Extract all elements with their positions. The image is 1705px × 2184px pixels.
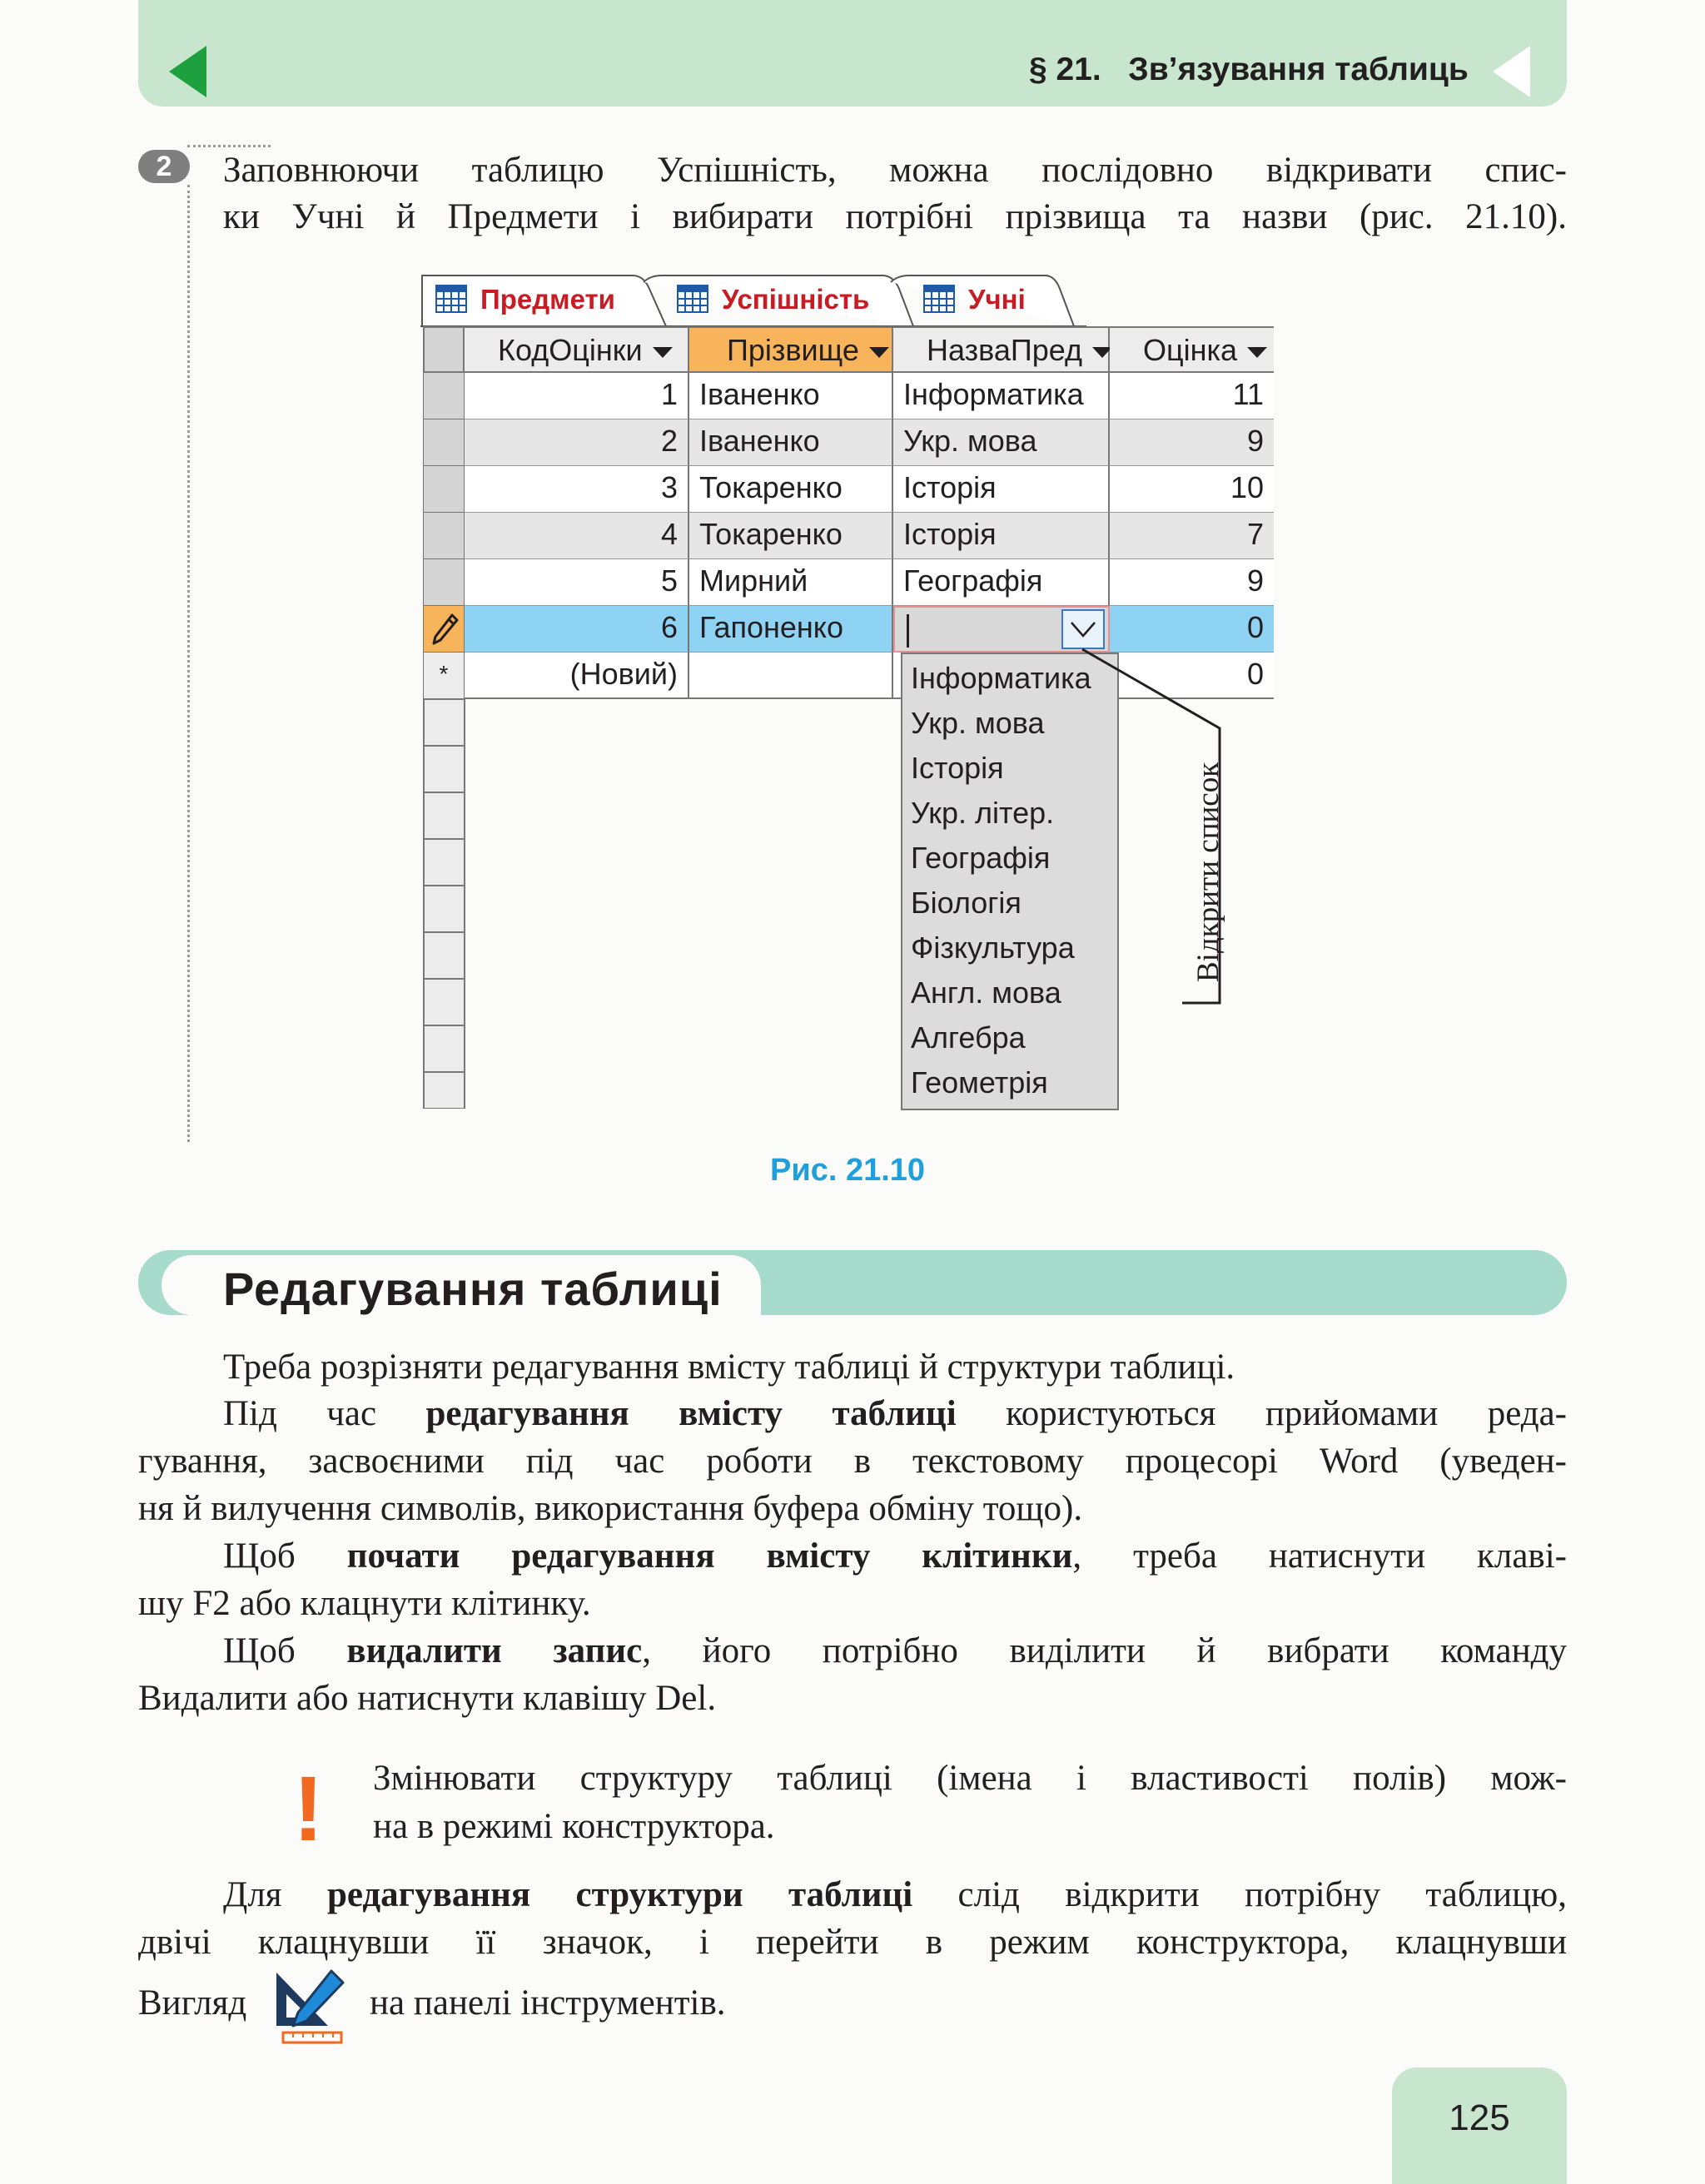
row-selector-editing[interactable] (423, 606, 465, 653)
cell-code[interactable]: 1 (465, 373, 689, 419)
column-header-mark[interactable] (1110, 326, 1274, 373)
dropdown-item[interactable]: Укр. літер. (911, 796, 1055, 830)
cell-mark[interactable]: 0 (1110, 606, 1274, 653)
cell-mark[interactable]: 9 (1110, 419, 1274, 466)
text-run: Щоб (223, 1631, 347, 1670)
cell-subject[interactable]: Історія (893, 513, 1110, 559)
cell-subject[interactable]: Інформатика (893, 373, 1110, 419)
text-cursor (907, 614, 909, 648)
text-run: , його потрібно виділити й вибрати команду (642, 1631, 1567, 1670)
cell-code-new[interactable]: (Новий) (465, 653, 689, 699)
dotted-guide-left (187, 185, 190, 1142)
dropdown-item[interactable]: Геометрія (911, 1065, 1048, 1099)
cell-mark[interactable]: 7 (1110, 513, 1274, 559)
row-selector[interactable] (423, 373, 465, 419)
note-line-1: Змінювати структуру таблиці (імена і властивості полів) мож- (373, 1759, 1567, 1798)
cell-mark[interactable]: 10 (1110, 466, 1274, 513)
tab-label: Учні (968, 284, 1026, 315)
dropdown-item[interactable]: Фізкультура (911, 931, 1075, 965)
tab-label: Предмети (480, 284, 615, 315)
text-run: Під час (223, 1394, 426, 1433)
paragraph-2-line-3: ня й вилучення символів, використання буфера обміну тощо). (138, 1489, 1083, 1528)
column-header-label: Прізвище (727, 333, 859, 367)
paragraph-4-line-1 (223, 1631, 1567, 1671)
cell-mark[interactable]: 11 (1110, 373, 1274, 419)
page-number: 125 (1449, 2097, 1510, 2138)
table-icon (435, 285, 467, 313)
paragraph-1: Треба розрізняти редагування вмісту таблиці й структури таблиці. (223, 1348, 1235, 1387)
bold-term: редагування вмісту таблиці (425, 1394, 957, 1433)
text-run: слід відкрити потрібну таблицю, (912, 1875, 1567, 1914)
bold-term: видалити запис (346, 1631, 643, 1670)
tab-uspishnist[interactable] (662, 272, 903, 326)
cell-subject[interactable]: Історія (893, 466, 1110, 513)
paragraph-3-line-1 (223, 1536, 1567, 1576)
sort-arrow-icon[interactable] (869, 347, 889, 358)
prev-page-arrow-icon[interactable] (169, 46, 206, 97)
paragraph-2-line-1 (223, 1393, 1567, 1434)
dropdown-item[interactable]: Історія (911, 751, 1004, 785)
dotted-guide-top (187, 145, 271, 147)
column-header-label: Оцінка (1143, 333, 1238, 367)
tab-uchni[interactable] (908, 272, 1075, 326)
paragraph-5-line-3-end: на панелі інструментів. (370, 1983, 726, 2023)
dropdown-item[interactable]: Укр. мова (911, 706, 1045, 740)
table-icon (923, 285, 955, 313)
tab-predmety[interactable] (420, 272, 654, 326)
row-selector[interactable] (423, 466, 465, 513)
tab-label: Успішність (722, 284, 870, 315)
paragraph-5-line-2: двічі клацнувши її значок, і перейти в режим конструктора, клацнувши (138, 1923, 1567, 1962)
paragraph-5-line-3-start: Вигляд (138, 1983, 247, 2023)
paragraph-2-line-2: гування, засвоєними під час роботи в текстовому процесорі Word (уведен- (138, 1442, 1567, 1481)
section-number: § 21. (1029, 52, 1101, 87)
cell-surname[interactable]: Іваненко (689, 419, 893, 466)
cell-code[interactable]: 4 (465, 513, 689, 559)
step-badge: 2 (138, 150, 190, 183)
dropdown-item[interactable]: Алгебра (911, 1020, 1026, 1055)
bold-term: почати редагування вмісту клітинки (346, 1536, 1073, 1576)
step-text-line-2: ки Учні й Предмети і вибирати потрібні прізвища та назви (рис. 21.10). (223, 197, 1567, 236)
cell-code[interactable]: 2 (465, 419, 689, 466)
sort-arrow-icon[interactable] (1247, 347, 1267, 358)
text-run: Для (223, 1875, 327, 1914)
cell-surname[interactable]: Токаренко (689, 466, 893, 513)
bold-term: редагування структури таблиці (326, 1875, 913, 1914)
sort-arrow-icon[interactable] (653, 347, 673, 358)
cell-surname[interactable]: Токаренко (689, 513, 893, 559)
text-run: , треба натиснути клаві- (1072, 1536, 1567, 1576)
cell-subject[interactable]: Географія (893, 559, 1110, 606)
cell-surname-new[interactable] (689, 653, 893, 699)
pencil-icon (430, 613, 459, 646)
callout-label: Відкрити список (1191, 762, 1225, 982)
column-header-code[interactable] (465, 326, 689, 373)
empty-row-selectors (423, 699, 466, 1109)
dropdown-item[interactable]: Англ. мова (911, 975, 1061, 1010)
cell-surname[interactable]: Гапоненко (689, 606, 893, 653)
column-header-label: КодОцінки (498, 333, 643, 367)
paragraph-5-line-1 (223, 1874, 1567, 1915)
cell-code[interactable]: 3 (465, 466, 689, 513)
next-page-arrow-icon[interactable] (1493, 46, 1530, 97)
dropdown-item[interactable]: Географія (911, 841, 1051, 875)
text-run: Щоб (223, 1536, 347, 1576)
chapter-title: Зв’язування таблиць (1128, 52, 1469, 87)
row-selector[interactable] (423, 559, 465, 606)
paragraph-3-line-2: шу F2 або клацнути клітинку. (138, 1584, 591, 1623)
step-text-line-1: Заповнюючи таблицю Успішність, можна послідовно відкривати спис- (223, 151, 1567, 190)
note-line-2: на в режимі конструктора. (373, 1807, 775, 1846)
paragraph-4-line-2: Видалити або натиснути клавішу Del. (138, 1679, 717, 1718)
exclamation-icon: ! (293, 1758, 324, 1860)
select-all-corner[interactable] (423, 326, 465, 373)
cell-surname[interactable]: Іваненко (689, 373, 893, 419)
cell-mark-new[interactable]: 0 (1110, 653, 1274, 699)
cell-code[interactable]: 6 (465, 606, 689, 653)
section-title: Редагування таблиці (223, 1263, 723, 1315)
cell-subject[interactable]: Укр. мова (893, 419, 1110, 466)
dropdown-item[interactable]: Біологія (911, 886, 1022, 920)
table-icon (677, 285, 708, 313)
design-view-icon[interactable] (273, 1966, 348, 2046)
figure-caption: Рис. 21.10 (770, 1153, 926, 1188)
dropdown-item[interactable]: Інформатика (911, 661, 1091, 695)
cell-mark[interactable]: 9 (1110, 559, 1274, 606)
cell-surname[interactable]: Мирний (689, 559, 893, 606)
column-header-label: НазваПред (927, 333, 1082, 367)
column-header-subject[interactable] (893, 326, 1110, 373)
column-header-surname[interactable] (689, 326, 893, 373)
running-header (1029, 52, 1469, 88)
text-run: користуються прийомами реда- (956, 1394, 1567, 1433)
row-selector[interactable] (423, 419, 465, 466)
object-tabs (420, 272, 1086, 327)
new-record-marker[interactable]: * (423, 653, 465, 699)
row-selector[interactable] (423, 513, 465, 559)
cell-code[interactable]: 5 (465, 559, 689, 606)
